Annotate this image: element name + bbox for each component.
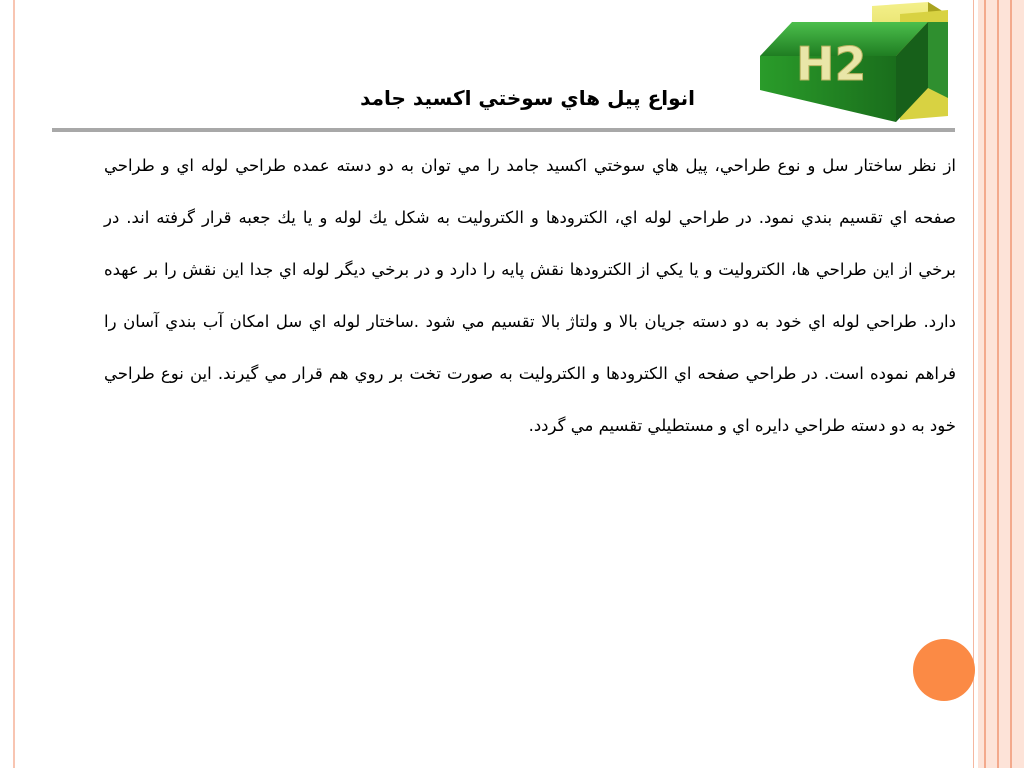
right-stripe-line [997,0,999,768]
slide-title: انواع پيل هاي سوختي اکسيد جامد [360,86,695,110]
body-paragraph: از نظر ساختار سل و نوع طراحي، پيل هاي سوختي اکسيد جامد را مي توان به دو دسته عمده طراحي لوله اي و طراحي صفحه اي تقسيم بندي نمود. در طراحي لوله اي، الکترودها و الکتروليت به شکل يك لوله و يا يك جعبه قرار گرفته اند. در برخي از اين طراحي ها، الکتروليت و يا يکي از الکترودها نقش پايه را دارد و در برخي ديگر لوله اي جدا اين نقش را بر عهده دارد. طراحي لوله اي خود به دو دسته جريان بالا و ولتاژ بالا تقسيم مي شود .ساختار لوله اي سل امکان آب بندي آسان را فراهم نموده است. در طراحي صفحه اي الکترودها و الکتروليت به صورت تخت بر روي هم قرار مي گيرند. اين نوع طراحي خود به دو دسته طراحي دايره اي و مستطيلي تقسيم مي گردد. [104,156,956,435]
h2-logo-icon [752,0,962,128]
right-stripe-line [984,0,986,768]
svg-text:H2: H2 [796,37,867,91]
right-stripe-line [1010,0,1012,768]
frame-line [973,0,974,768]
orange-circle-decoration [913,639,975,701]
left-decorative-line [13,0,15,768]
title-divider [52,128,955,132]
